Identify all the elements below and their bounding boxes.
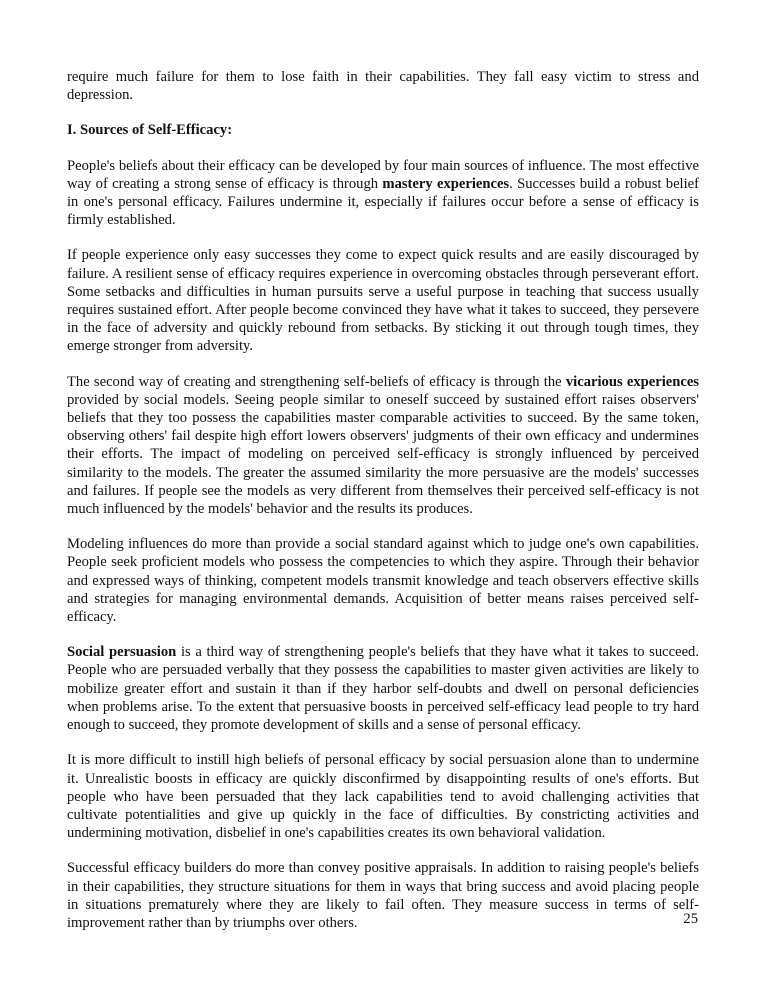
paragraph-modeling-influences: Modeling influences do more than provide a social standard against which to judge one's own capabilities. People seek proficient models who possess the competencies to which they aspire. Through their behavior and expressed ways of thinking, competent models transmit knowledge and teach observers effective skills and strategies for managing environmental demands. Acquisition of better means raises perceived self-efficacy. (67, 536, 699, 626)
paragraph-instill-beliefs: It is more difficult to instill high beliefs of personal efficacy by social persuasion alone than to undermine it. Unrealistic boosts in efficacy are quickly disconfirmed by disappointing results of one's efforts. But people who have been persuaded that they lack capabilities tend to avoid challenging activities that cultivate potentialities and give up quickly in the face of difficulties. By constricting activities and undermining motivation, disbelief in one's capabilities creates its own behavioral validation. (67, 752, 699, 842)
page-number: 25 (683, 911, 698, 927)
intro-paragraph: require much failure for them to lose faith in their capabilities. They fall easy victim to stress and depression. (67, 69, 699, 104)
paragraph-mastery-experiences (67, 157, 699, 230)
paragraph-text: People's beliefs about their efficacy can be developed by four main sources of influence. The most effective way of creating a strong sense of efficacy is through (67, 157, 699, 192)
paragraph-social-persuasion (67, 643, 699, 734)
page-content (67, 68, 699, 949)
term-social-persuasion: Social persuasion (67, 644, 177, 661)
paragraph-efficacy-builders: Successful efficacy builders do more than convey positive appraisals. In addition to raising people's beliefs in their capabilities, they structure situations for them in ways that bring success and avoid placing people in situations prematurely where they are likely to fail often. They measure success in terms of self-improvement rather than by triumphs over others. (67, 860, 699, 931)
paragraph-text: . Successes build a robust belief in one's personal efficacy. Failures undermine it, especially if failures occur before a sense of efficacy is firmly established. (67, 175, 699, 229)
paragraph-text: is a third way of strengthening people's beliefs that they have what it takes to succeed. People who are persuaded verbally that they possess the capabilities to master given activities are likely to mobilize greater effort and sustain it than if they harbor self-doubts and dwell on personal deficiencies when problems arise. To the extent that persuasive boosts in perceived self-efficacy lead people to try hard enough to succeed, they promote development of skills and a sense of personal efficacy. (67, 644, 699, 734)
paragraph-text: The second way of creating and strengthening self-beliefs of efficacy is through the (67, 373, 566, 390)
term-mastery-experiences: mastery experiences (382, 175, 510, 192)
paragraph-easy-successes: If people experience only easy successes they come to expect quick results and are easily discouraged by failure. A resilient sense of efficacy requires experience in overcoming obstacles through perseverant effort. Some setbacks and difficulties in human pursuits serve a useful purpose in teaching that success usually requires sustained effort. After people become convinced they have what it takes to succeed, they persevere in the face of adversity and quickly rebound from setbacks. By sticking it out through tough times, they emerge stronger from adversity. (67, 247, 699, 355)
paragraph-vicarious-experiences (67, 373, 699, 519)
section-heading: I. Sources of Self-Efficacy: (67, 122, 233, 139)
term-vicarious-experiences: vicarious experiences (565, 373, 699, 390)
paragraph-text: provided by social models. Seeing people similar to oneself succeed by sustained effort raises observers' beliefs that they too possess the capabilities master comparable activities to succeed. By the same token, observing others' fail despite high effort lowers observers' judgments of their own efficacy and undermines their efforts. The impact of modeling on perceived self-efficacy is strongly influenced by perceived similarity to the models. The greater the assumed similarity the more persuasive are the models' successes and failures. If people see the models as very different from themselves their perceived self-efficacy is not much influenced by the models' behavior and the results its produces. (67, 391, 699, 518)
